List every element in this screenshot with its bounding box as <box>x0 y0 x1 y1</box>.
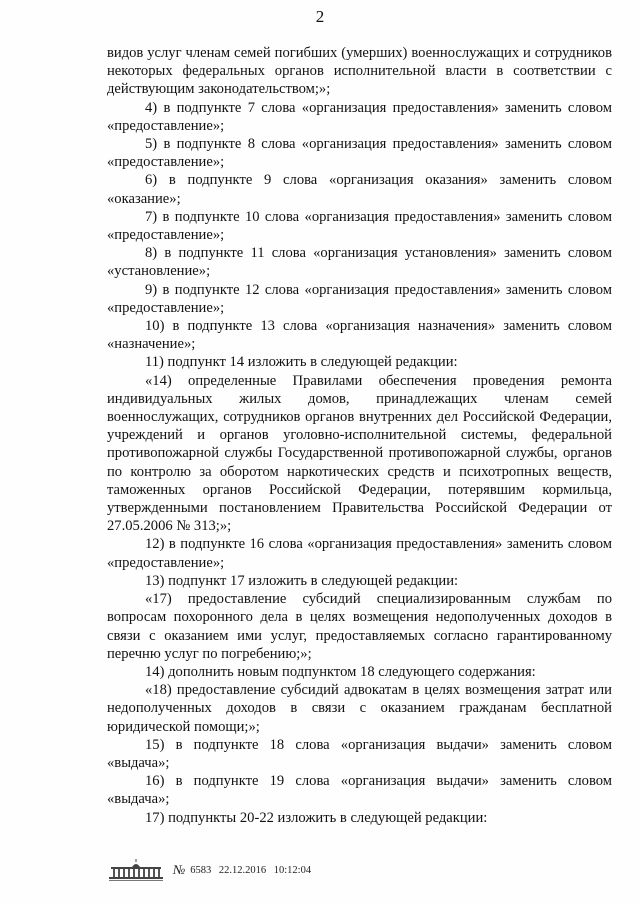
doc-number: 6583 <box>190 864 212 876</box>
paragraph-6: 8) в подпункте 11 слова «организация установления» заменить словом «установление»; <box>107 245 612 280</box>
page-number: 2 <box>315 7 325 26</box>
paragraph-4: 6) в подпункте 9 слова «организация оказания» заменить словом «оказание»; <box>107 172 612 207</box>
paragraph-7: 9) в подпункте 12 слова «организация предоставления» заменить словом «предоставление»; <box>107 281 612 316</box>
paragraph-5: 7) в подпункте 10 слова «организация предоставления» заменить словом «предоставление»; <box>107 208 612 244</box>
building-logo-icon <box>107 858 165 882</box>
document-body <box>107 44 612 827</box>
paragraph-14: 14) дополнить новым подпунктом 18 следующего содержания: <box>145 663 536 680</box>
paragraph-9: 11) подпункт 14 изложить в следующей редакции: <box>145 354 458 371</box>
paragraph-3: 5) в подпункте 8 слова «организация предоставления» заменить словом «предоставление»; <box>107 136 612 171</box>
doc-time: 10:12:04 <box>273 864 312 876</box>
paragraph-11: 12) в подпункте 16 слова «организация предоставления» заменить словом «предоставление»; <box>107 536 612 571</box>
doc-date: 22.12.2016 <box>218 864 267 876</box>
paragraph-10: «14) определенные Правилами обеспечения проведения ремонта индивидуальных жилых домов, принадлежащих членам семей военнослужащих, сотрудников органов внутренних дел Российской Федерации, учреждений и органов уголовно-исполнительной системы, федеральной противопожарной службы Государственной противопожарной службы, органов по контролю за оборотом наркотических средств и психотропных веществ, таможенных органов Российской Федерации, потерявшим кормильца, утвержденными постановлением Правительства Российской Федерации от 27.05.2006 № 313;»; <box>107 372 612 535</box>
paragraph-13: «17) предоставление субсидий специализированным службам по вопросам похоронного дела в целях возмещения недополученных доходов в связи с оказанием ими услуг, предоставляемых согласно гарантированному перечню услуг по погребению;»; <box>107 591 612 662</box>
number-sign: № <box>173 862 186 877</box>
paragraph-1: видов услуг членам семей погибших (умерших) военнослужащих и сотрудников некоторых федеральных органов исполнительной власти в соответствии с действующим законодательством;»; <box>107 45 612 98</box>
paragraph-17: 16) в подпункте 19 слова «организация выдачи» заменить словом «выдача»; <box>107 773 612 808</box>
document-footer <box>107 857 316 883</box>
paragraph-8: 10) в подпункте 13 слова «организация назначения» заменить словом «назначение»; <box>107 318 612 353</box>
paragraph-2: 4) в подпункте 7 слова «организация предоставления» заменить словом «предоставление»; <box>107 99 612 134</box>
paragraph-15: «18) предоставление субсидий адвокатам в целях возмещения затрат или недополученных доходов в связи с оказанием гражданам бесплатной юридической помощи;»; <box>107 682 612 735</box>
paragraph-18: 17) подпункты 20-22 изложить в следующей редакции: <box>145 809 488 826</box>
paragraph-16: 15) в подпункте 18 слова «организация выдачи» заменить словом «выдача»; <box>107 736 612 771</box>
paragraph-12: 13) подпункт 17 изложить в следующей редакции: <box>145 572 459 589</box>
registration-stamp <box>190 865 316 876</box>
